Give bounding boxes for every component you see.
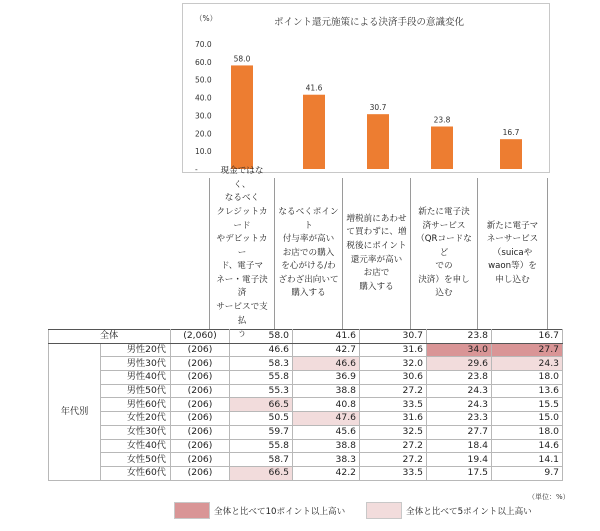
chart-unit-label: （%） xyxy=(195,14,218,23)
category-header: 増税前にあわせ て買わずに、増 税後にポイント 還元率が高い お店で 購入する xyxy=(342,178,410,329)
value-cell: 29.6 xyxy=(427,357,492,371)
value-cell: 18.4 xyxy=(427,439,492,453)
value-cell: 23.3 xyxy=(427,412,492,426)
row-label: 女性60代 xyxy=(101,466,171,480)
value-cell: 33.5 xyxy=(360,398,427,412)
y-tick-label: 30.0 xyxy=(195,111,212,121)
sample-size: (206) xyxy=(171,371,230,385)
bar-value-label: 30.7 xyxy=(369,103,387,113)
value-cell: 23.8 xyxy=(427,330,492,344)
value-cell: 50.5 xyxy=(230,412,293,426)
bar xyxy=(431,127,453,170)
value-cell: 41.6 xyxy=(293,330,360,344)
row-label: 女性30代 xyxy=(101,425,171,439)
table-row xyxy=(49,412,563,426)
sample-size: (206) xyxy=(171,412,230,426)
y-tick-label: 70.0 xyxy=(195,40,212,49)
legend-swatch-10pt xyxy=(174,502,210,519)
value-cell: 27.2 xyxy=(360,439,427,453)
value-cell: 40.8 xyxy=(293,398,360,412)
y-tick-label: 20.0 xyxy=(195,129,212,139)
value-cell: 55.8 xyxy=(230,439,293,453)
value-cell: 42.2 xyxy=(293,466,360,480)
value-cell: 32.5 xyxy=(360,425,427,439)
value-cell: 36.9 xyxy=(293,371,360,385)
value-cell: 27.2 xyxy=(360,453,427,467)
y-tick-label: 10.0 xyxy=(195,147,212,157)
table-row xyxy=(49,453,563,467)
value-cell: 14.1 xyxy=(492,453,563,467)
sample-size: (206) xyxy=(171,466,230,480)
bar xyxy=(231,65,253,169)
row-label: 女性20代 xyxy=(101,412,171,426)
value-cell: 27.2 xyxy=(360,384,427,398)
category-header: 新たに電子決 済サービス （QRコードなど での 決済）を申し 込む xyxy=(410,178,477,329)
total-row xyxy=(49,330,563,344)
value-cell: 9.7 xyxy=(492,466,563,480)
data-table xyxy=(48,329,563,481)
bar-value-label: 58.0 xyxy=(233,54,251,64)
row-label: 全体 xyxy=(49,330,171,344)
sample-size: (206) xyxy=(171,384,230,398)
unit-note: （単位：%） xyxy=(528,493,570,501)
value-cell: 18.0 xyxy=(492,371,563,385)
value-cell: 66.5 xyxy=(230,466,293,480)
value-cell: 47.6 xyxy=(293,412,360,426)
value-cell: 24.3 xyxy=(427,384,492,398)
value-cell: 59.7 xyxy=(230,425,293,439)
table-row xyxy=(49,384,563,398)
bar-series xyxy=(231,54,522,169)
table-row xyxy=(49,371,563,385)
value-cell: 13.6 xyxy=(492,384,563,398)
value-cell: 14.6 xyxy=(492,439,563,453)
row-label: 男性20代 xyxy=(101,343,171,357)
value-cell: 15.0 xyxy=(492,412,563,426)
y-tick-label: 40.0 xyxy=(195,93,212,103)
value-cell: 55.3 xyxy=(230,384,293,398)
value-cell: 16.7 xyxy=(492,330,563,344)
legend-swatch-5pt xyxy=(366,502,402,519)
bar xyxy=(303,95,325,169)
row-label: 女性50代 xyxy=(101,453,171,467)
value-cell: 18.0 xyxy=(492,425,563,439)
legend-label-5pt: 全体と比べて5ポイント以上高い xyxy=(406,507,532,517)
row-label: 男性50代 xyxy=(101,384,171,398)
row-label: 男性60代 xyxy=(101,398,171,412)
value-cell: 38.8 xyxy=(293,384,360,398)
row-label: 男性40代 xyxy=(101,371,171,385)
sample-size: (206) xyxy=(171,398,230,412)
bar xyxy=(367,114,389,169)
bar-value-label: 23.8 xyxy=(433,115,451,125)
category-header: なるべくポイント 付与率が高い お店での購入 を心がける/わ ざわざ出向いて 購入する xyxy=(274,178,342,329)
value-cell: 30.6 xyxy=(360,371,427,385)
bar-value-label: 16.7 xyxy=(502,128,520,138)
table-row xyxy=(49,466,563,480)
value-cell: 27.7 xyxy=(492,343,563,357)
value-cell: 46.6 xyxy=(293,357,360,371)
value-cell: 19.4 xyxy=(427,453,492,467)
value-cell: 31.6 xyxy=(360,343,427,357)
value-cell: 32.0 xyxy=(360,357,427,371)
table-row xyxy=(49,357,563,371)
value-cell: 58.0 xyxy=(230,330,293,344)
y-tick-label: - xyxy=(195,165,198,174)
value-cell: 33.5 xyxy=(360,466,427,480)
sample-size: (206) xyxy=(171,425,230,439)
y-tick-label: 60.0 xyxy=(195,57,212,67)
value-cell: 17.5 xyxy=(427,466,492,480)
value-cell: 58.3 xyxy=(230,357,293,371)
sample-size: (206) xyxy=(171,439,230,453)
value-cell: 66.5 xyxy=(230,398,293,412)
sample-size: (206) xyxy=(171,357,230,371)
table-row xyxy=(49,425,563,439)
value-cell: 38.8 xyxy=(293,439,360,453)
category-header: 現金ではなく、 なるべく クレジットカード やデビットカー ド、電子マ ネー・電子決済 サービスで支払 う xyxy=(209,178,274,329)
group-label: 年代別 xyxy=(49,343,101,480)
value-cell: 55.8 xyxy=(230,371,293,385)
value-cell: 42.7 xyxy=(293,343,360,357)
value-cell: 34.0 xyxy=(427,343,492,357)
value-cell: 45.6 xyxy=(293,425,360,439)
table-row xyxy=(49,439,563,453)
table-row xyxy=(49,343,563,357)
sample-size: (206) xyxy=(171,343,230,357)
sample-size: (2,060) xyxy=(171,330,230,344)
value-cell: 31.6 xyxy=(360,412,427,426)
legend-label-10pt: 全体と比べて10ポイント以上高い xyxy=(214,507,346,517)
value-cell: 23.8 xyxy=(427,371,492,385)
value-cell: 24.3 xyxy=(492,357,563,371)
value-cell: 30.7 xyxy=(360,330,427,344)
row-label: 女性40代 xyxy=(101,439,171,453)
y-axis xyxy=(195,40,212,174)
table-row xyxy=(49,398,563,412)
category-header: 新たに電子マ ネーサービス （suicaや waon等）を 申し込む xyxy=(477,178,548,329)
chart-title: ポイント還元施策による決済手段の意識変化 xyxy=(273,17,465,28)
value-cell: 15.5 xyxy=(492,398,563,412)
value-cell: 46.6 xyxy=(230,343,293,357)
value-cell: 27.7 xyxy=(427,425,492,439)
y-tick-label: 50.0 xyxy=(195,75,212,85)
value-cell: 24.3 xyxy=(427,398,492,412)
value-cell: 38.3 xyxy=(293,453,360,467)
sample-size: (206) xyxy=(171,453,230,467)
bar xyxy=(500,139,522,169)
row-label: 男性30代 xyxy=(101,357,171,371)
bar-value-label: 41.6 xyxy=(305,83,323,93)
bar-chart xyxy=(182,3,550,173)
value-cell: 58.7 xyxy=(230,453,293,467)
chart-svg xyxy=(183,4,551,174)
